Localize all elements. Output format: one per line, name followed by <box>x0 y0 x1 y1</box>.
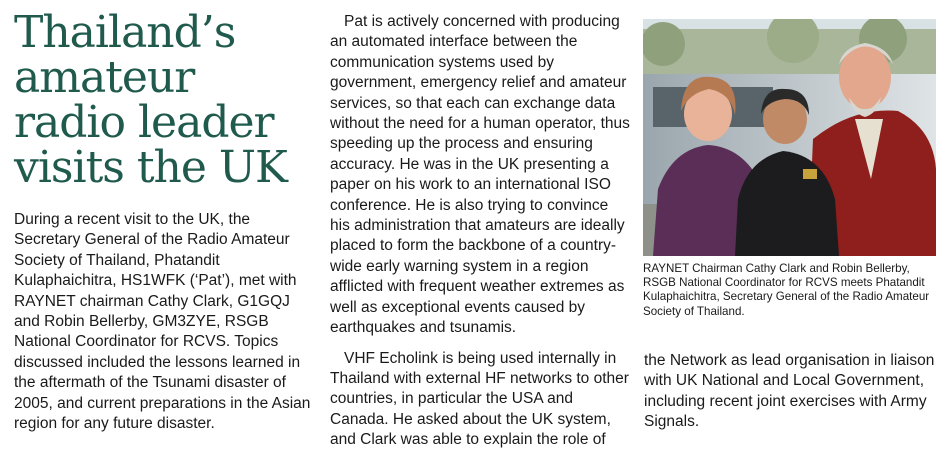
article-column-3: the Network as lead organisation in liaison with UK National and Local Government, including recent joint exercises with Army Signals. <box>644 352 935 431</box>
article-column-2 <box>330 12 630 461</box>
column-2-paragraph-2: VHF Echolink is being used internally in Thailand with external HF networks to other countries, in particular the USA and Canada. He asked about the UK system, and Clark was able to explain the role of <box>330 349 629 449</box>
column-2-paragraph-1: Pat is actively concerned with producing an automated interface between the communication systems used by government, emergency relief and amateur services, so that each can exchange data without the need for a human operator, thus speeding up the process and ensuring accuracy. He was in the UK presenting a paper on his work to an international ISO conference. He is also trying to convince his administration that amateurs are ideally placed to form the backbone of a country-wide early warning system in a region afflicted with frequent weather extremes as well as exceptional events caused by earthquakes and tsunamis. <box>330 13 630 337</box>
article-headline: Thailand’s amateur radio leader visits the UK <box>14 7 287 193</box>
article-column-1: During a recent visit to the UK, the Secretary General of the Radio Amateur Society of Thailand, Phatandit Kulaphaichitra, HS1WFK (‘Pat’), met with RAYNET chairman Cathy Clark, G1GQJ and Robin Bellerby, GM3ZYE, RSGB National Coordinator for RCVS. Topics discussed included the lessons learned in the aftermath of the Tsunami disaster of 2005, and current preparations in the Asian region for any future disaster. <box>14 211 311 433</box>
article-photo <box>643 19 936 256</box>
photo-caption: RAYNET Chairman Cathy Clark and Robin Bellerby, RSGB National Coordinator for RCVS meets Phatandit Kulaphaichitra, Secretary General of the Radio Amateur Society of Thailand. <box>643 262 930 318</box>
